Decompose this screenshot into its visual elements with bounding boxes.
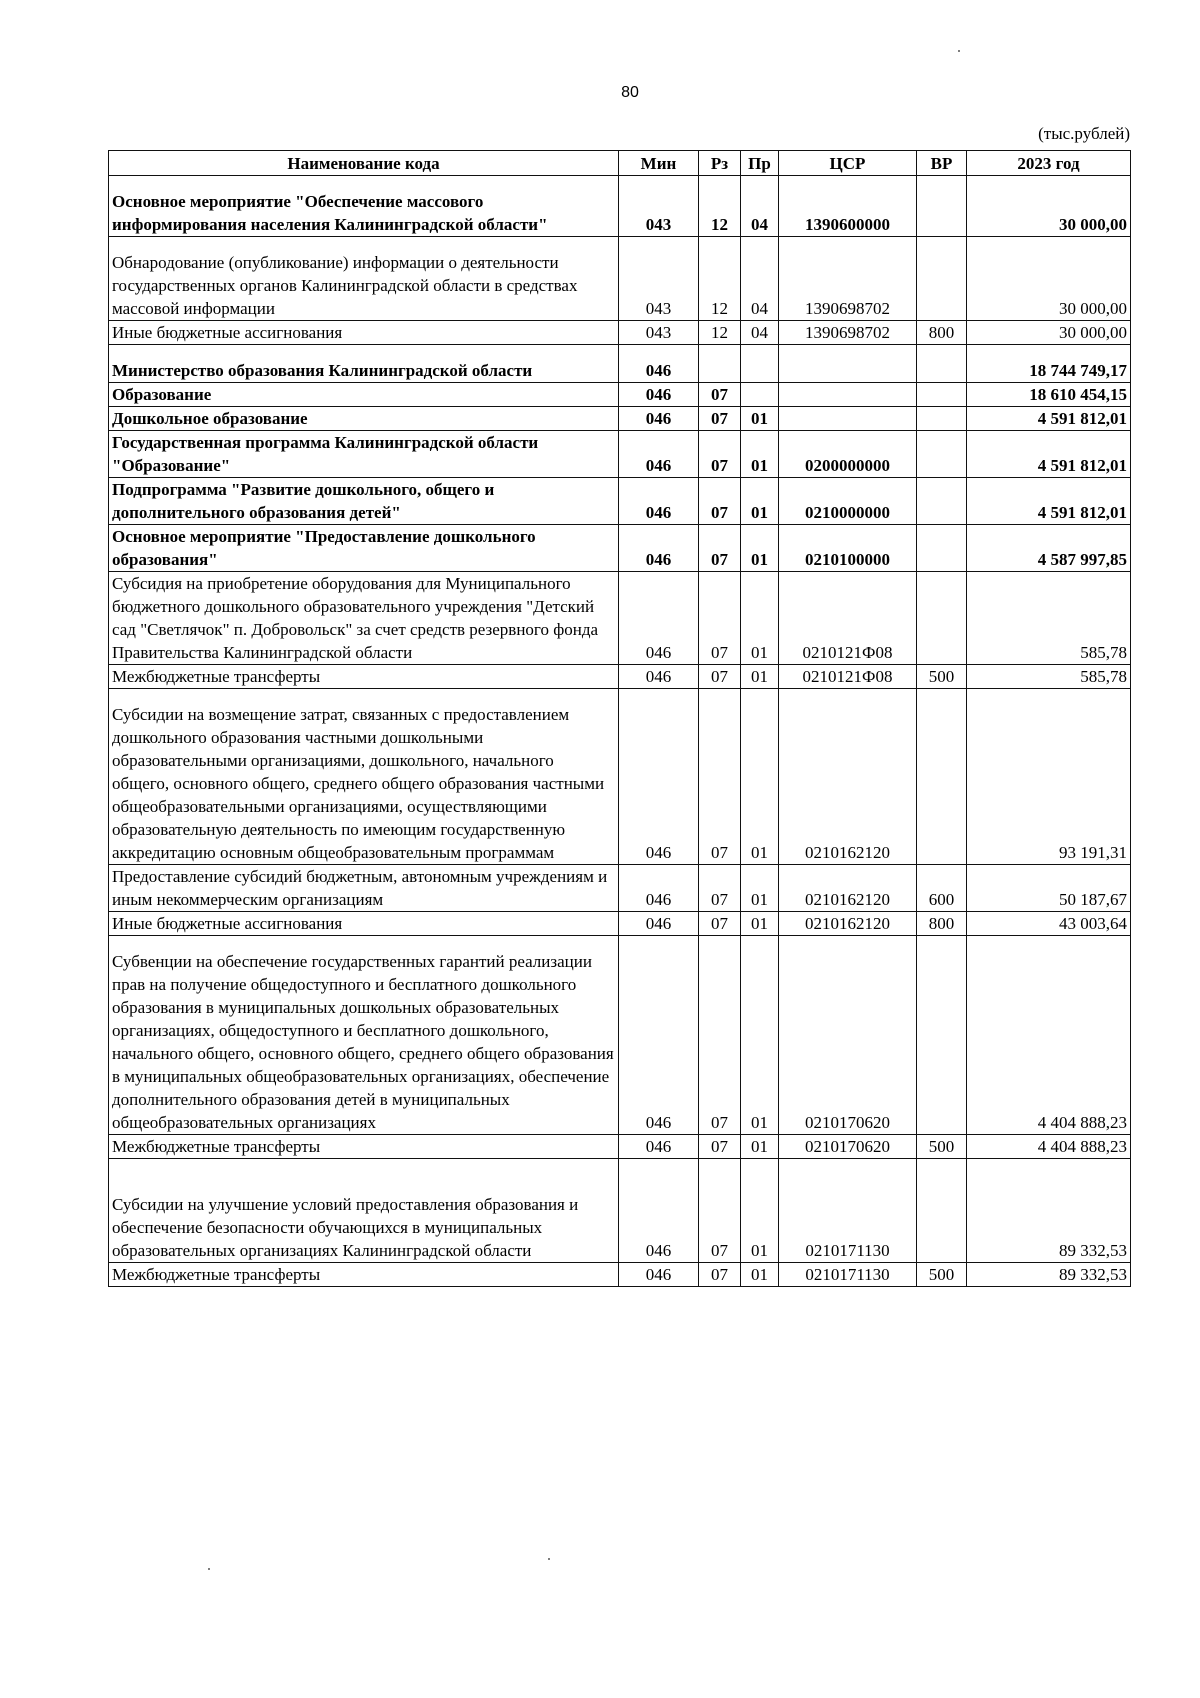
row-name: Основное мероприятие "Обеспечение массового информирования населения Калининградской области" <box>109 176 619 237</box>
row-sum: 18 744 749,17 <box>967 345 1131 383</box>
row-min: 046 <box>619 1135 699 1159</box>
table-row <box>109 345 1131 383</box>
row-name: Субсидии на улучшение условий предоставления образования и обеспечение безопасности обучающихся в муниципальных образовательных организациях Калининградской области <box>109 1159 619 1263</box>
header-min: Мин <box>619 151 699 176</box>
row-vr <box>917 478 967 525</box>
row-sum: 4 587 997,85 <box>967 525 1131 572</box>
row-sum: 4 404 888,23 <box>967 936 1131 1135</box>
row-csr: 0210171130 <box>779 1263 917 1287</box>
row-csr: 0210121Ф08 <box>779 572 917 665</box>
row-min: 046 <box>619 572 699 665</box>
row-csr: 0200000000 <box>779 431 917 478</box>
row-min: 043 <box>619 176 699 237</box>
row-csr: 1390600000 <box>779 176 917 237</box>
table-row <box>109 936 1131 1135</box>
row-vr <box>917 407 967 431</box>
table-header-row <box>109 151 1131 176</box>
row-name: Межбюджетные трансферты <box>109 665 619 689</box>
scan-speck <box>958 50 960 52</box>
table-row <box>109 321 1131 345</box>
row-pr: 01 <box>741 689 779 865</box>
row-min: 046 <box>619 383 699 407</box>
row-vr: 500 <box>917 1263 967 1287</box>
row-pr: 01 <box>741 1263 779 1287</box>
row-pr: 04 <box>741 321 779 345</box>
row-name: Образование <box>109 383 619 407</box>
header-csr: ЦСР <box>779 151 917 176</box>
row-rz: 07 <box>699 478 741 525</box>
row-sum: 30 000,00 <box>967 237 1131 321</box>
scan-speck <box>548 1558 550 1560</box>
row-pr: 01 <box>741 478 779 525</box>
row-name: Министерство образования Калининградской области <box>109 345 619 383</box>
row-name: Иные бюджетные ассигнования <box>109 321 619 345</box>
row-sum: 30 000,00 <box>967 321 1131 345</box>
row-sum: 50 187,67 <box>967 865 1131 912</box>
row-pr: 01 <box>741 1159 779 1263</box>
scan-speck <box>208 1568 210 1570</box>
table-row <box>109 912 1131 936</box>
row-csr: 0210100000 <box>779 525 917 572</box>
units-label: (тыс.рублей) <box>1038 124 1130 143</box>
header-vr: ВР <box>917 151 967 176</box>
row-min: 046 <box>619 1263 699 1287</box>
row-csr <box>779 383 917 407</box>
row-pr: 04 <box>741 237 779 321</box>
row-rz: 07 <box>699 525 741 572</box>
row-rz: 07 <box>699 431 741 478</box>
row-vr <box>917 572 967 665</box>
header-name: Наименование кода <box>109 151 619 176</box>
page-number: 80 <box>621 84 639 101</box>
row-min: 046 <box>619 936 699 1135</box>
row-min: 046 <box>619 689 699 865</box>
row-pr: 01 <box>741 431 779 478</box>
row-sum: 4 591 812,01 <box>967 478 1131 525</box>
row-vr <box>917 1159 967 1263</box>
header-year: 2023 год <box>967 151 1131 176</box>
row-min: 046 <box>619 407 699 431</box>
row-sum: 89 332,53 <box>967 1159 1131 1263</box>
row-name: Субвенции на обеспечение государственных гарантий реализации прав на получение общедоступного и бесплатного дошкольного образования в муниципальных дошкольных образовательных организациях, общедоступного и бесплатного дошкольного, начального общего, основного общего, среднего общего образования в муниципальных общеобразовательных организациях, обеспечение дополнительного образования детей в муниципальных общеобразовательных организациях <box>109 936 619 1135</box>
row-name: Дошкольное образование <box>109 407 619 431</box>
row-csr: 0210171130 <box>779 1159 917 1263</box>
row-vr: 500 <box>917 665 967 689</box>
row-rz: 12 <box>699 321 741 345</box>
row-rz: 07 <box>699 383 741 407</box>
row-vr: 500 <box>917 1135 967 1159</box>
row-pr: 01 <box>741 407 779 431</box>
row-min: 043 <box>619 321 699 345</box>
row-sum: 18 610 454,15 <box>967 383 1131 407</box>
row-sum: 4 404 888,23 <box>967 1135 1131 1159</box>
row-min: 043 <box>619 237 699 321</box>
row-pr: 01 <box>741 572 779 665</box>
table-row <box>109 383 1131 407</box>
row-min: 046 <box>619 665 699 689</box>
row-rz: 07 <box>699 936 741 1135</box>
row-vr <box>917 383 967 407</box>
row-rz: 07 <box>699 665 741 689</box>
row-rz: 07 <box>699 1135 741 1159</box>
row-sum: 585,78 <box>967 572 1131 665</box>
row-rz: 07 <box>699 407 741 431</box>
row-csr: 0210162120 <box>779 689 917 865</box>
row-csr <box>779 407 917 431</box>
row-csr <box>779 345 917 383</box>
row-csr: 0210162120 <box>779 912 917 936</box>
row-name: Межбюджетные трансферты <box>109 1135 619 1159</box>
row-csr: 0210000000 <box>779 478 917 525</box>
row-sum: 43 003,64 <box>967 912 1131 936</box>
row-vr <box>917 176 967 237</box>
row-vr <box>917 689 967 865</box>
row-csr: 1390698702 <box>779 237 917 321</box>
row-vr <box>917 237 967 321</box>
row-rz: 07 <box>699 865 741 912</box>
row-csr: 0210121Ф08 <box>779 665 917 689</box>
row-pr: 01 <box>741 665 779 689</box>
budget-table <box>108 150 1131 1287</box>
header-pr: Пр <box>741 151 779 176</box>
row-name: Межбюджетные трансферты <box>109 1263 619 1287</box>
table-row <box>109 1159 1131 1263</box>
row-csr: 1390698702 <box>779 321 917 345</box>
header-rz: Рз <box>699 151 741 176</box>
row-pr <box>741 345 779 383</box>
row-pr: 04 <box>741 176 779 237</box>
row-rz: 07 <box>699 689 741 865</box>
row-pr: 01 <box>741 865 779 912</box>
row-min: 046 <box>619 431 699 478</box>
table-row <box>109 407 1131 431</box>
table-row <box>109 431 1131 478</box>
table-row <box>109 1135 1131 1159</box>
table-row <box>109 572 1131 665</box>
row-vr: 800 <box>917 912 967 936</box>
row-name: Подпрограмма "Развитие дошкольного, общего и дополнительного образования детей" <box>109 478 619 525</box>
row-name: Иные бюджетные ассигнования <box>109 912 619 936</box>
row-vr <box>917 431 967 478</box>
table-row <box>109 237 1131 321</box>
row-pr: 01 <box>741 936 779 1135</box>
row-rz: 07 <box>699 572 741 665</box>
row-pr: 01 <box>741 525 779 572</box>
table-row <box>109 689 1131 865</box>
row-name: Государственная программа Калининградской области "Образование" <box>109 431 619 478</box>
row-sum: 4 591 812,01 <box>967 431 1131 478</box>
row-sum: 30 000,00 <box>967 176 1131 237</box>
row-pr: 01 <box>741 1135 779 1159</box>
row-min: 046 <box>619 912 699 936</box>
row-csr: 0210162120 <box>779 865 917 912</box>
row-csr: 0210170620 <box>779 936 917 1135</box>
row-csr: 0210170620 <box>779 1135 917 1159</box>
row-pr: 01 <box>741 912 779 936</box>
row-sum: 4 591 812,01 <box>967 407 1131 431</box>
row-name: Субсидия на приобретение оборудования для Муниципального бюджетного дошкольного образовательного учреждения "Детский сад "Светлячок" п. Добровольск" за счет средств резервного фонда Правительства Калининградской области <box>109 572 619 665</box>
row-pr <box>741 383 779 407</box>
row-sum: 89 332,53 <box>967 1263 1131 1287</box>
row-rz <box>699 345 741 383</box>
table-row <box>109 525 1131 572</box>
row-rz: 12 <box>699 237 741 321</box>
row-name: Основное мероприятие "Предоставление дошкольного образования" <box>109 525 619 572</box>
row-vr <box>917 345 967 383</box>
row-rz: 07 <box>699 1159 741 1263</box>
table-row <box>109 176 1131 237</box>
row-vr: 800 <box>917 321 967 345</box>
row-min: 046 <box>619 1159 699 1263</box>
row-min: 046 <box>619 525 699 572</box>
row-sum: 93 191,31 <box>967 689 1131 865</box>
row-rz: 07 <box>699 1263 741 1287</box>
row-min: 046 <box>619 478 699 525</box>
row-name: Субсидии на возмещение затрат, связанных с предоставлением дошкольного образования частными дошкольными образовательными организациями, дошкольного, начального общего, основного общего, среднего общего образования частными общеобразовательными организациями, осуществляющими образовательную деятельность по имеющим государственную аккредитацию основным общеобразовательным программам <box>109 689 619 865</box>
table-row <box>109 478 1131 525</box>
table-row <box>109 865 1131 912</box>
row-sum: 585,78 <box>967 665 1131 689</box>
row-vr <box>917 936 967 1135</box>
row-rz: 12 <box>699 176 741 237</box>
table-row <box>109 665 1131 689</box>
row-vr: 600 <box>917 865 967 912</box>
row-name: Предоставление субсидий бюджетным, автономным учреждениям и иным некоммерческим организациям <box>109 865 619 912</box>
row-name: Обнародование (опубликование) информации о деятельности государственных органов Калининградской области в средствах массовой информации <box>109 237 619 321</box>
row-vr <box>917 525 967 572</box>
row-rz: 07 <box>699 912 741 936</box>
row-min: 046 <box>619 865 699 912</box>
table-row <box>109 1263 1131 1287</box>
row-min: 046 <box>619 345 699 383</box>
